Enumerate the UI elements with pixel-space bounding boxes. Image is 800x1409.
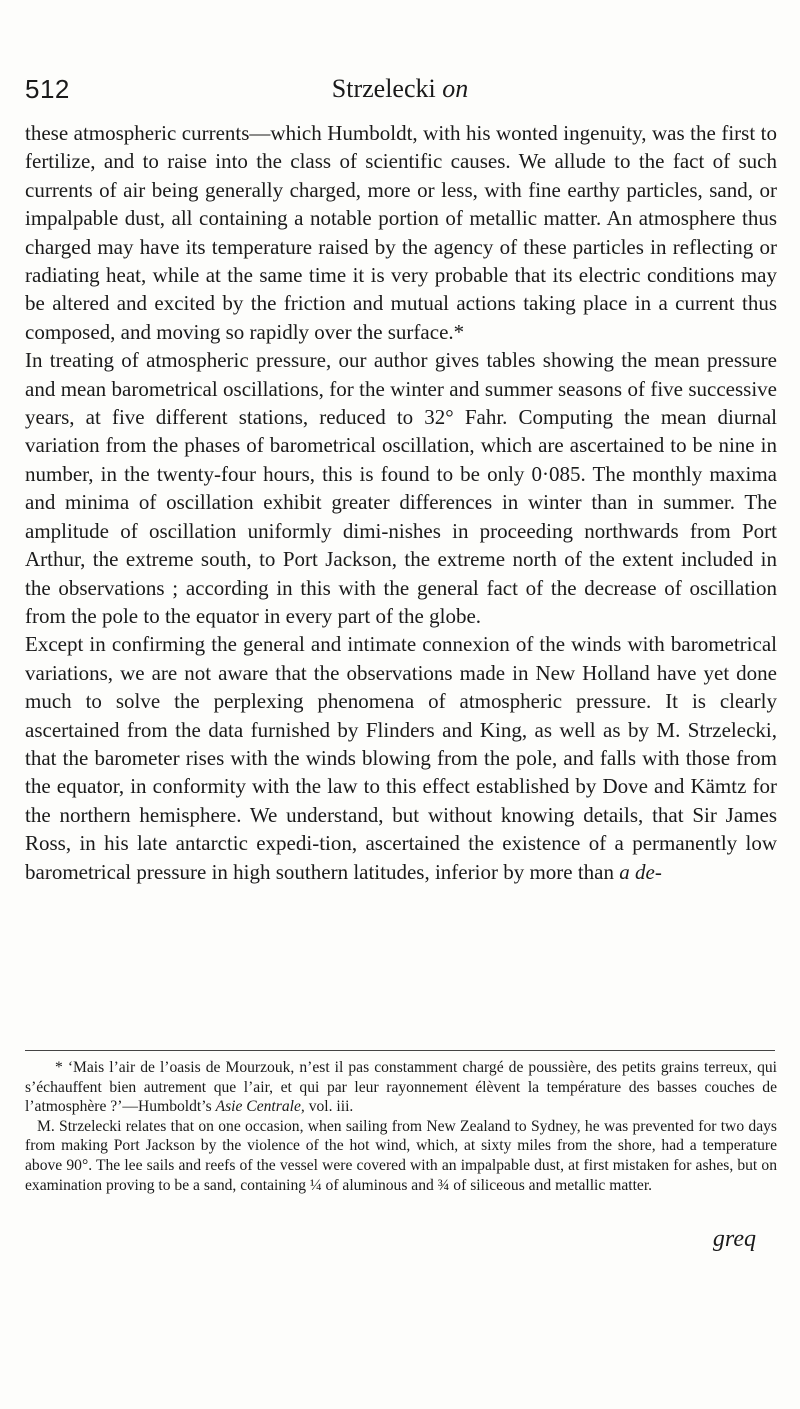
running-title-italic: on [442,74,469,103]
body-text [25,119,777,886]
paragraph-1: these atmospheric currents—which Humboldt, with his wonted ingenuity, was the first to fertilize, and to raise into the class of scientific causes. We allude to the fact of such currents of air being generally charged, more or less, with fine earthy particles, sand, or impalpable dust, all containing a notable portion of metallic matter. An atmosphere thus charged may have its temperature raised by the agency of these particles in reflecting or radiating heat, while at the same time it is very probable that its electric conditions may be altered and excited by the friction and mutual actions taking place in a current thus composed, and moving so rapidly over the surface.* [25,121,777,344]
footnote-1 [25,1058,777,1117]
footnotes [25,1058,777,1195]
footnote-2: M. Strzelecki relates that on one occasion, when sailing from New Zealand to Sydney, he was prevented for two days from making Port Jackson by the violence of the hot wind, which, at sixty miles from the shore, had a temperature above 90°. The lee sails and reefs of the vessel were covered with an impalpable dust, at first mistaken for ashes, but on examination proving to be a sand, containing ¼ of aluminous and ¾ of siliceous and metallic matter. [25,1117,777,1194]
paragraph-2: In treating of atmospheric pressure, our author gives tables showing the mean pressure and mean barometrical oscillations, for the winter and summer seasons of five successive years, at five different stations, reduced to 32° Fahr. Computing the mean diurnal variation from the phases of barometrical oscillation, which are ascertained to be nine in number, in the twenty-four hours, this is found to be only 0·085. The monthly maxima and minima of oscillation exhibit greater differences in winter than in summer. The amplitude of oscillation uniformly dimi-nishes in proceeding northwards from Port Arthur, the extreme south, to Port Jackson, the extreme north of the extent included in the observations ; according in this with the general fact of the decrease of oscillation from the pole to the equator in every part of the globe. [25,348,777,628]
paragraph-3-italic: a de- [619,859,662,884]
running-title [25,74,775,104]
footnote-1-main: * ‘Mais l’air de l’oasis de Mourzouk, n’est il pas constamment chargé de poussière, des petits grains terreux, qui s’échauffent bien autrement que l’air, et qui par leur rayonnement élèvent la température des basses couches de l’atmosphère ?’—Humboldt’s [25,1059,777,1116]
running-title-main: Strzelecki [331,74,436,103]
page-number: 512 [25,74,70,104]
footnote-1-tail: vol. iii. [308,1098,354,1116]
footnote-rule [25,1050,775,1051]
catchword: greq [712,1226,756,1252]
paragraph-3 [25,630,777,886]
footnote-1-italic: Asie Centrale, [215,1098,305,1116]
page-header [25,74,775,114]
paragraph-3-main: Except in confirming the general and intimate connexion of the winds with barometrical variations, we are not aware that the observations made in New Holland have yet done much to solve the perplexing phenomena of atmospheric pressure. It is clearly ascertained from the data furnished by Flinders and King, as well as by M. Strzelecki, that the barometer rises with the winds blowing from the pole, and falls with those from the equator, in conformity with the law to this effect established by Dove and Kämtz for the northern hemisphere. We understand, but without knowing details, that Sir James Ross, in his late antarctic expedi-tion, ascertained the existence of a permanently low barometrical pressure in high southern latitudes, inferior by more than [25,632,777,884]
